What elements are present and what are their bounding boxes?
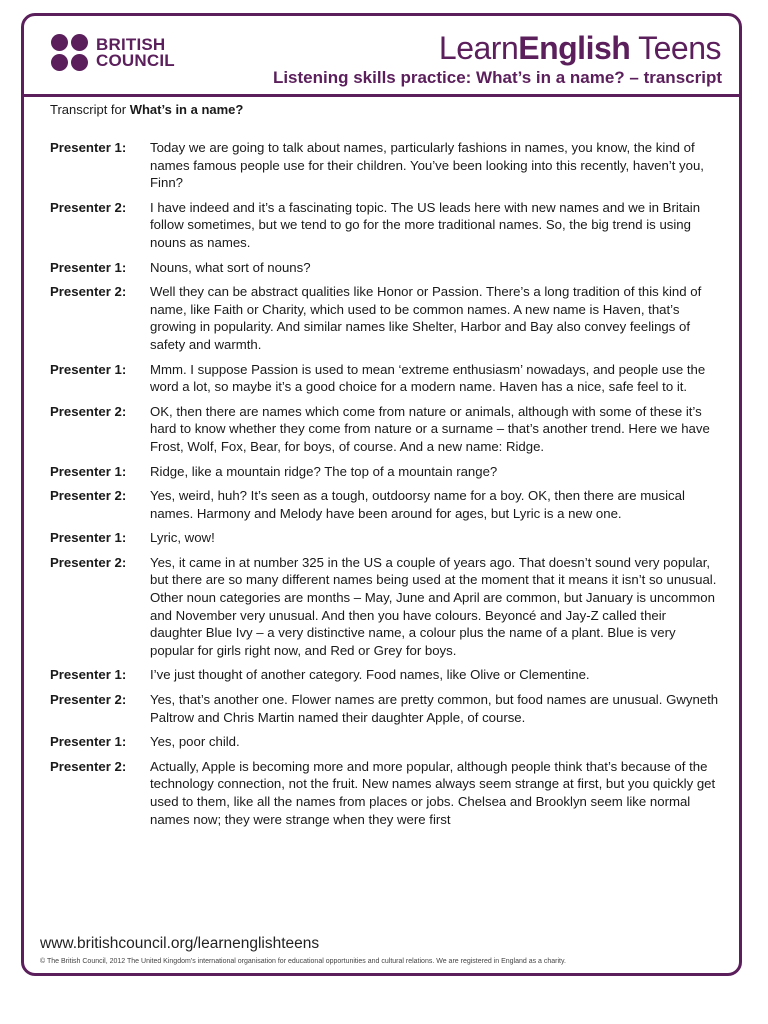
transcript-row bbox=[50, 666, 720, 684]
speaker-label: Presenter 1: bbox=[50, 530, 127, 546]
speaker-line: Actually, Apple is becoming more and more popular, although people think that’s because of the technology connection, not the fruit. New names always seem strange at first, but you quickly get used to them, like all the names from places or jobs. Chelsea and Brooklyn seem like normal names now; they were strange when they were first bbox=[150, 758, 716, 827]
speaker-line: Nouns, what sort of nouns? bbox=[150, 259, 311, 275]
transcript-body bbox=[50, 102, 720, 835]
transcript-row bbox=[50, 361, 720, 396]
speaker-label: Presenter 1: bbox=[50, 259, 127, 275]
speaker-line: Yes, weird, huh? It’s seen as a tough, outdoorsy name for a boy. OK, then there are musical names. Harmony and Melody have been around for ages, but Lyric is a new one. bbox=[150, 488, 685, 521]
speaker-label: Presenter 2: bbox=[50, 554, 127, 570]
transcript-row bbox=[50, 139, 720, 192]
speaker-label: Presenter 2: bbox=[50, 758, 127, 774]
transcript-row bbox=[50, 403, 720, 456]
speaker-label: Presenter 1: bbox=[50, 667, 127, 683]
speaker-line: Yes, poor child. bbox=[150, 734, 240, 750]
transcript-row bbox=[50, 199, 720, 252]
speaker-line: Mmm. I suppose Passion is used to mean ‘extreme enthusiasm’ nowadays, and people use the word a lot, so maybe it’s a good choice for a modern name. Haven has a nice, safe feel to it. bbox=[150, 361, 706, 395]
speaker-line: I have indeed and it’s a fascinating topic. The US leads here with new names and we in Britain follow sometimes, but we tend to go for the more traditional names. So, the big trend is using nouns as names. bbox=[150, 199, 701, 250]
british-council-logo bbox=[51, 34, 175, 72]
footer-url-link[interactable]: www.britishcouncil.org/learnenglishteens bbox=[40, 935, 320, 952]
logo-dots-icon bbox=[51, 34, 89, 72]
transcript-row bbox=[50, 691, 720, 726]
speaker-label: Presenter 2: bbox=[50, 284, 127, 300]
footer-copyright: © The British Council, 2012 The United Kingdom’s international organisation for educational opportunities and cultural relations. We are registered in England as a charity. bbox=[40, 958, 566, 965]
transcript-list bbox=[50, 139, 720, 828]
transcript-row bbox=[50, 529, 720, 547]
speaker-label: Presenter 1: bbox=[50, 734, 127, 750]
speaker-label: Presenter 2: bbox=[50, 403, 127, 419]
transcript-row bbox=[50, 758, 720, 828]
speaker-label: Presenter 1: bbox=[50, 361, 127, 377]
speaker-line: Well they can be abstract qualities like Honor or Passion. There’s a long tradition of this kind of name, like Faith or Charity, which used to be common names. A new name is Haven, that’s growing in popularity. And similar names like Shelter, Harbor and Bay also convey feelings of safety and warmth. bbox=[150, 284, 702, 352]
transcript-intro: Transcript for What’s in a name? bbox=[50, 102, 244, 117]
speaker-line: I’ve just thought of another category. Food names, like Olive or Clementine. bbox=[150, 667, 590, 683]
transcript-row bbox=[50, 463, 720, 481]
transcript-row bbox=[50, 283, 720, 353]
learnenglish-teens-logo: LearnEnglish Teens bbox=[438, 30, 721, 66]
speaker-line: Today we are going to talk about names, particularly fashions in names, you know, the kind of names famous people use for their children. You’ve been looking into this recently, haven’t you, Finn? bbox=[150, 140, 704, 191]
speaker-line: Yes, it came in at number 325 in the US a couple of years ago. That doesn’t sound very popular, but there are so many different names being used at the moment that it means it isn’t so unusual. Other noun categories are months – May, June and April are common, but January is uncommon and November very unusual. And then you have colours. Beyoncé and Jay-Z called their daughter Blue Ivy – a very distinctive name, a colour plus the name of a plant. Blue is very popular for girls right now, and Red or Grey for boys. bbox=[150, 554, 717, 658]
speaker-label: Presenter 2: bbox=[50, 199, 127, 215]
speaker-line: Ridge, like a mountain ridge? The top of a mountain range? bbox=[150, 463, 498, 479]
speaker-label: Presenter 1: bbox=[50, 463, 127, 479]
transcript-row bbox=[50, 259, 720, 277]
transcript-row bbox=[50, 487, 720, 522]
speaker-label: Presenter 2: bbox=[50, 692, 127, 708]
page-title: Listening skills practice: What’s in a name? – transcript bbox=[272, 68, 722, 87]
transcript-row bbox=[50, 733, 720, 751]
page-footer bbox=[40, 935, 730, 965]
page-header bbox=[24, 16, 740, 97]
speaker-line: Lyric, wow! bbox=[150, 530, 215, 546]
logo-text: BRITISH COUNCIL bbox=[96, 35, 175, 70]
speaker-line: Yes, that’s another one. Flower names are pretty common, but food names are unusual. Gwyneth Paltrow and Chris Martin named their daughter Apple, of course. bbox=[150, 692, 719, 725]
speaker-line: OK, then there are names which come from nature or animals, although with some of these it’s hard to know whether they come from nature or a surname – that’s another trend. Here we have Frost, Wolf, Fox, Bear, for boys, of course. And a new name: Ridge. bbox=[150, 403, 710, 454]
speaker-label: Presenter 2: bbox=[50, 488, 127, 504]
transcript-row bbox=[50, 554, 720, 660]
speaker-label: Presenter 1: bbox=[50, 140, 127, 155]
